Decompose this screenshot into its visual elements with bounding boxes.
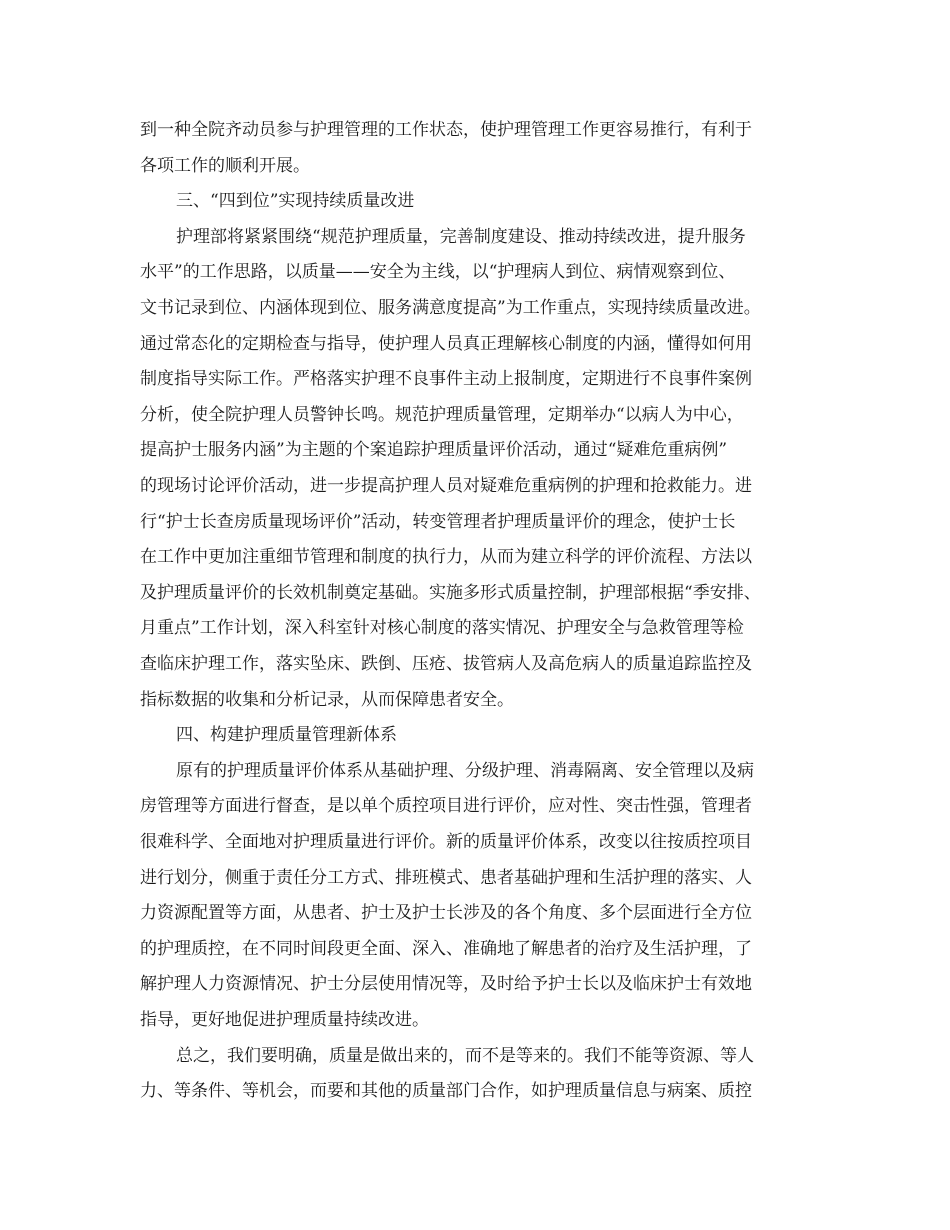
document-line: 三、“四到位”实现持续质量改进 bbox=[176, 191, 415, 212]
document-line: 通过常态化的定期检查与指导，使护理人员真正理解核心制度的内涵，懂得如何用 bbox=[140, 333, 752, 354]
document-line: 指标数据的收集和分析记录，从而保障患者安全。 bbox=[140, 689, 514, 710]
document-line: 总之，我们要明确，质量是做出来的，而不是等来的。我们不能等资源、等人 bbox=[176, 1045, 754, 1066]
document-line: 查临床护理工作，落实坠床、跌倒、压疮、拔管病人及高危病人的质量追踪监控及 bbox=[140, 654, 752, 674]
document-line: 护理部将紧紧围绕“规范护理质量，完善制度建设、推动持续改进，提升服务 bbox=[176, 226, 746, 247]
document-line: 在工作中更加注重细节管理和制度的执行力，从而为建立科学的评价流程、方法以 bbox=[140, 547, 752, 568]
document-line: 的现场讨论评价活动，进一步提高护理人员对疑难危重病例的护理和抢救能力。进 bbox=[140, 476, 752, 496]
document-line: 月重点”工作计划，深入科室针对核心制度的落实情况、护理安全与急救管理等检 bbox=[140, 618, 744, 639]
document-line: 到一种全院齐动员参与护理管理的工作状态，使护理管理工作更容易推行，有利于 bbox=[140, 120, 752, 140]
document-line: 四、构建护理质量管理新体系 bbox=[176, 725, 397, 746]
document-line: 各项工作的顺利开展。 bbox=[140, 155, 310, 176]
document-line: 分析，使全院护理人员警钟长鸣。规范护理质量管理，定期举办“以病人为中心， bbox=[140, 404, 744, 425]
document-line: 原有的护理质量评价体系从基础护理、分级护理、消毒隔离、安全管理以及病 bbox=[176, 760, 754, 781]
document-line: 进行划分，侧重于责任分工方式、排班模式、患者基础护理和生活护理的落实、人 bbox=[140, 867, 752, 888]
document-line: 指导，更好地促进护理质量持续改进。 bbox=[140, 1010, 429, 1030]
document-line: 解护理人力资源情况、护士分层使用情况等，及时给予护士长以及临床护士有效地 bbox=[140, 974, 752, 995]
document-line: 提高护士服务内涵”为主题的个案追踪护理质量评价活动，通过“疑难危重病例” bbox=[140, 440, 728, 461]
document-line: 的护理质控，在不同时间段更全面、深入、准确地了解患者的治疗及生活护理，了 bbox=[140, 938, 752, 959]
document-line: 制度指导实际工作。严格落实护理不良事件主动上报制度，定期进行不良事件案例 bbox=[140, 369, 752, 390]
document-line: 很难科学、全面地对护理质量进行评价。新的质量评价体系，改变以往按质控项目 bbox=[140, 832, 752, 852]
document-line: 及护理质量评价的长效机制奠定基础。实施多形式质量控制，护理部根据“季安排、 bbox=[140, 582, 761, 603]
document-line: 力、等条件、等机会，而要和其他的质量部门合作，如护理质量信息与病案、质控 bbox=[140, 1081, 752, 1102]
document-line: 水平”的工作思路，以质量——安全为主线，以“护理病人到位、病情观察到位、 bbox=[140, 262, 736, 283]
document-line: 行“护士长查房质量现场评价”活动，转变管理者护理质量评价的理念，使护士长 bbox=[140, 511, 736, 532]
document-line: 力资源配置等方面，从患者、护士及护士长涉及的各个角度、多个层面进行全方位 bbox=[140, 903, 752, 924]
document-line: 文书记录到位、内涵体现到位、服务满意度提高”为工作重点，实现持续质量改进。 bbox=[140, 298, 761, 318]
document-line: 房管理等方面进行督查，是以单个质控项目进行评价，应对性、突击性强，管理者 bbox=[140, 796, 752, 817]
